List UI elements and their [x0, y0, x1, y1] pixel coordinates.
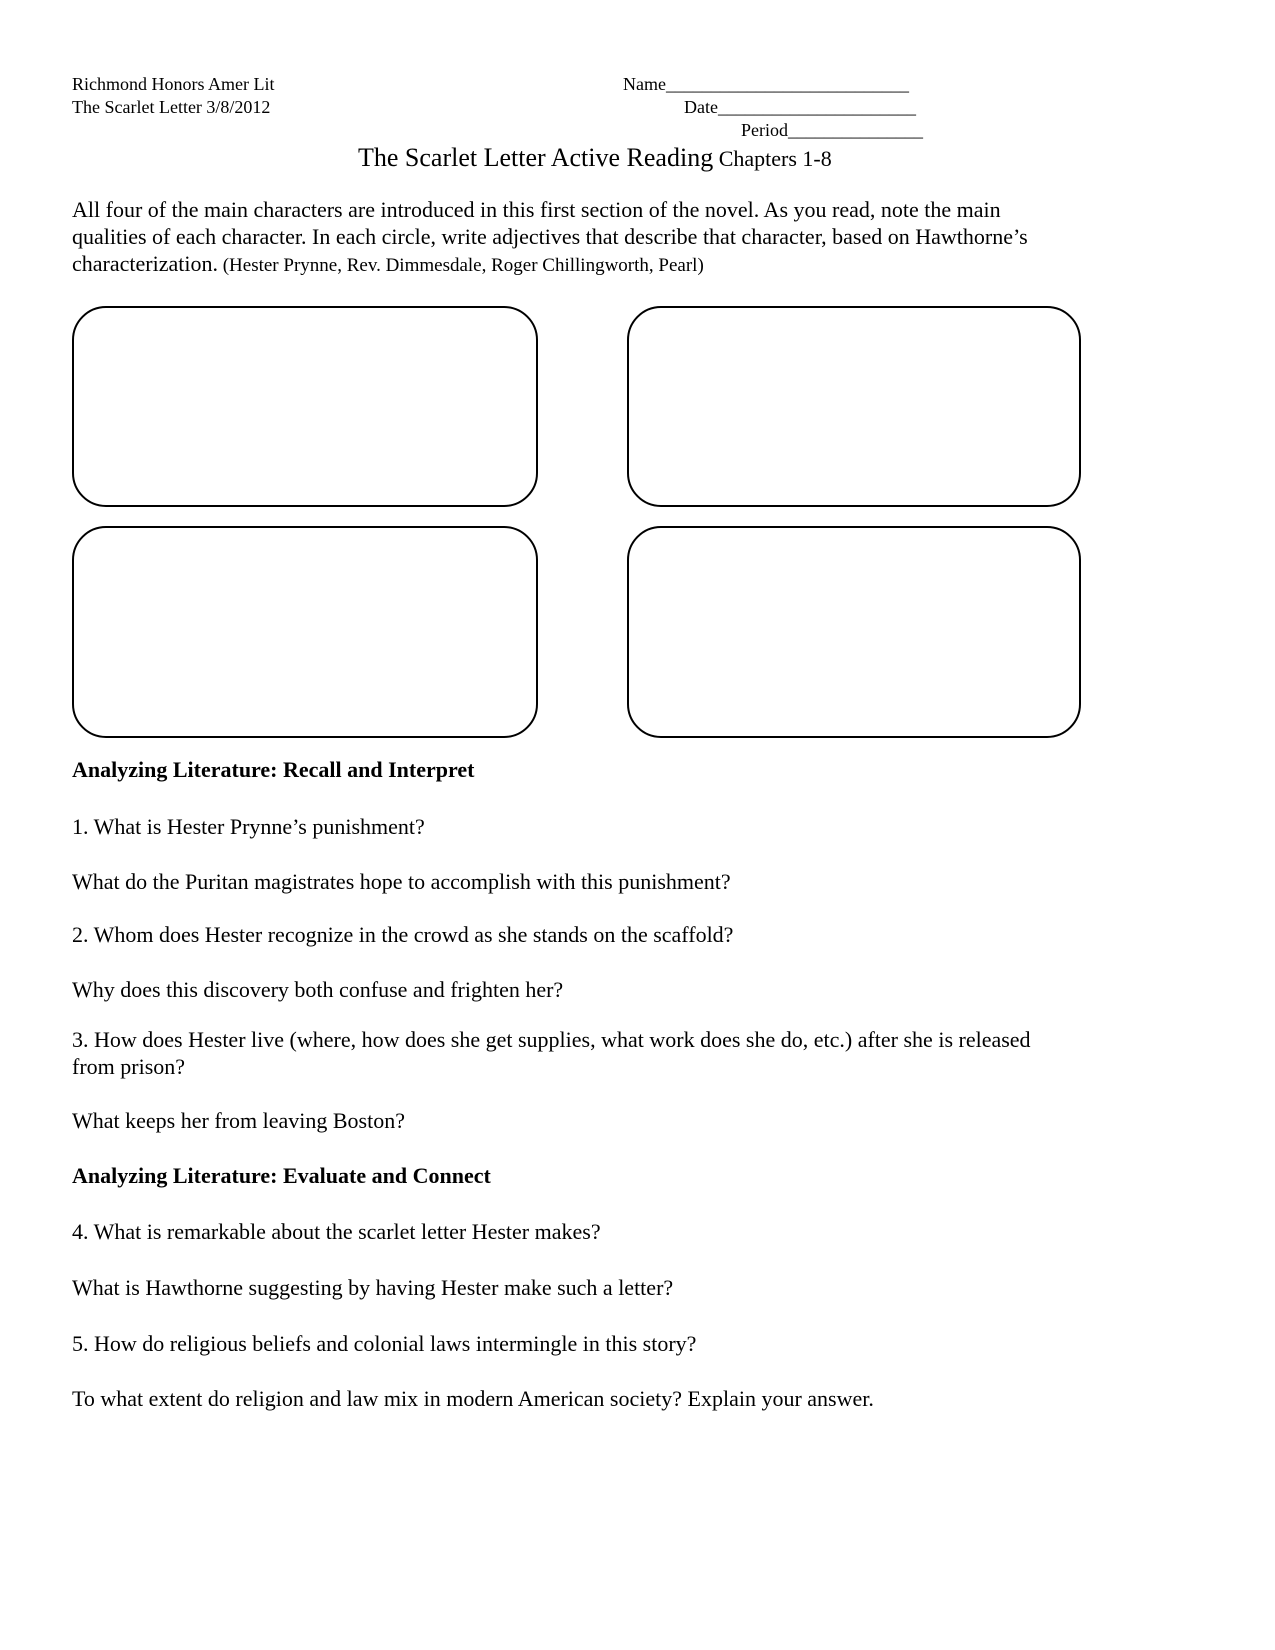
- intro-line-3: [72, 250, 704, 279]
- date-field[interactable]: Date______________________: [684, 97, 916, 117]
- intro-line-3-main: characterization.: [72, 251, 218, 276]
- question-2b: Why does this discovery both confuse and frighten her?: [72, 977, 564, 1002]
- section-heading-recall: Analyzing Literature: Recall and Interpret: [72, 757, 475, 782]
- question-4b: What is Hawthorne suggesting by having Hester make such a letter?: [72, 1275, 674, 1300]
- question-4: 4. What is remarkable about the scarlet letter Hester makes?: [72, 1219, 601, 1244]
- question-3b: What keeps her from leaving Boston?: [72, 1108, 405, 1133]
- course-label: Richmond Honors Amer Lit: [72, 74, 275, 94]
- question-1b: What do the Puritan magistrates hope to accomplish with this punishment?: [72, 869, 731, 894]
- question-3-line-2: from prison?: [72, 1054, 186, 1079]
- question-2: 2. Whom does Hester recognize in the crowd as she stands on the scaffold?: [72, 922, 734, 947]
- name-field[interactable]: Name___________________________: [623, 74, 909, 94]
- character-box-3[interactable]: [72, 526, 538, 738]
- section-heading-evaluate: Analyzing Literature: Evaluate and Connect: [72, 1163, 491, 1188]
- question-3-line-1: 3. How does Hester live (where, how does she get supplies, what work does she do, etc.) after she is released: [72, 1027, 1031, 1052]
- question-5: 5. How do religious beliefs and colonial laws intermingle in this story?: [72, 1331, 697, 1356]
- character-box-1[interactable]: [72, 306, 538, 507]
- character-box-2[interactable]: [627, 306, 1081, 507]
- period-field[interactable]: Period_______________: [741, 120, 923, 140]
- character-box-4[interactable]: [627, 526, 1081, 738]
- intro-character-list: (Hester Prynne, Rev. Dimmesdale, Roger Chillingworth, Pearl): [217, 255, 704, 276]
- intro-line-2: qualities of each character. In each circle, write adjectives that describe that character, based on Hawthorne’s: [72, 224, 1028, 249]
- unit-date-label: The Scarlet Letter 3/8/2012: [72, 97, 271, 117]
- page-title: [358, 143, 832, 174]
- title-main: The Scarlet Letter Active Reading: [358, 143, 714, 172]
- title-sub: Chapters 1-8: [713, 146, 832, 171]
- question-5b: To what extent do religion and law mix in modern American society? Explain your answer.: [72, 1386, 874, 1411]
- intro-line-1: All four of the main characters are introduced in this first section of the novel. As you read, note the main: [72, 197, 1001, 222]
- question-1: 1. What is Hester Prynne’s punishment?: [72, 814, 425, 839]
